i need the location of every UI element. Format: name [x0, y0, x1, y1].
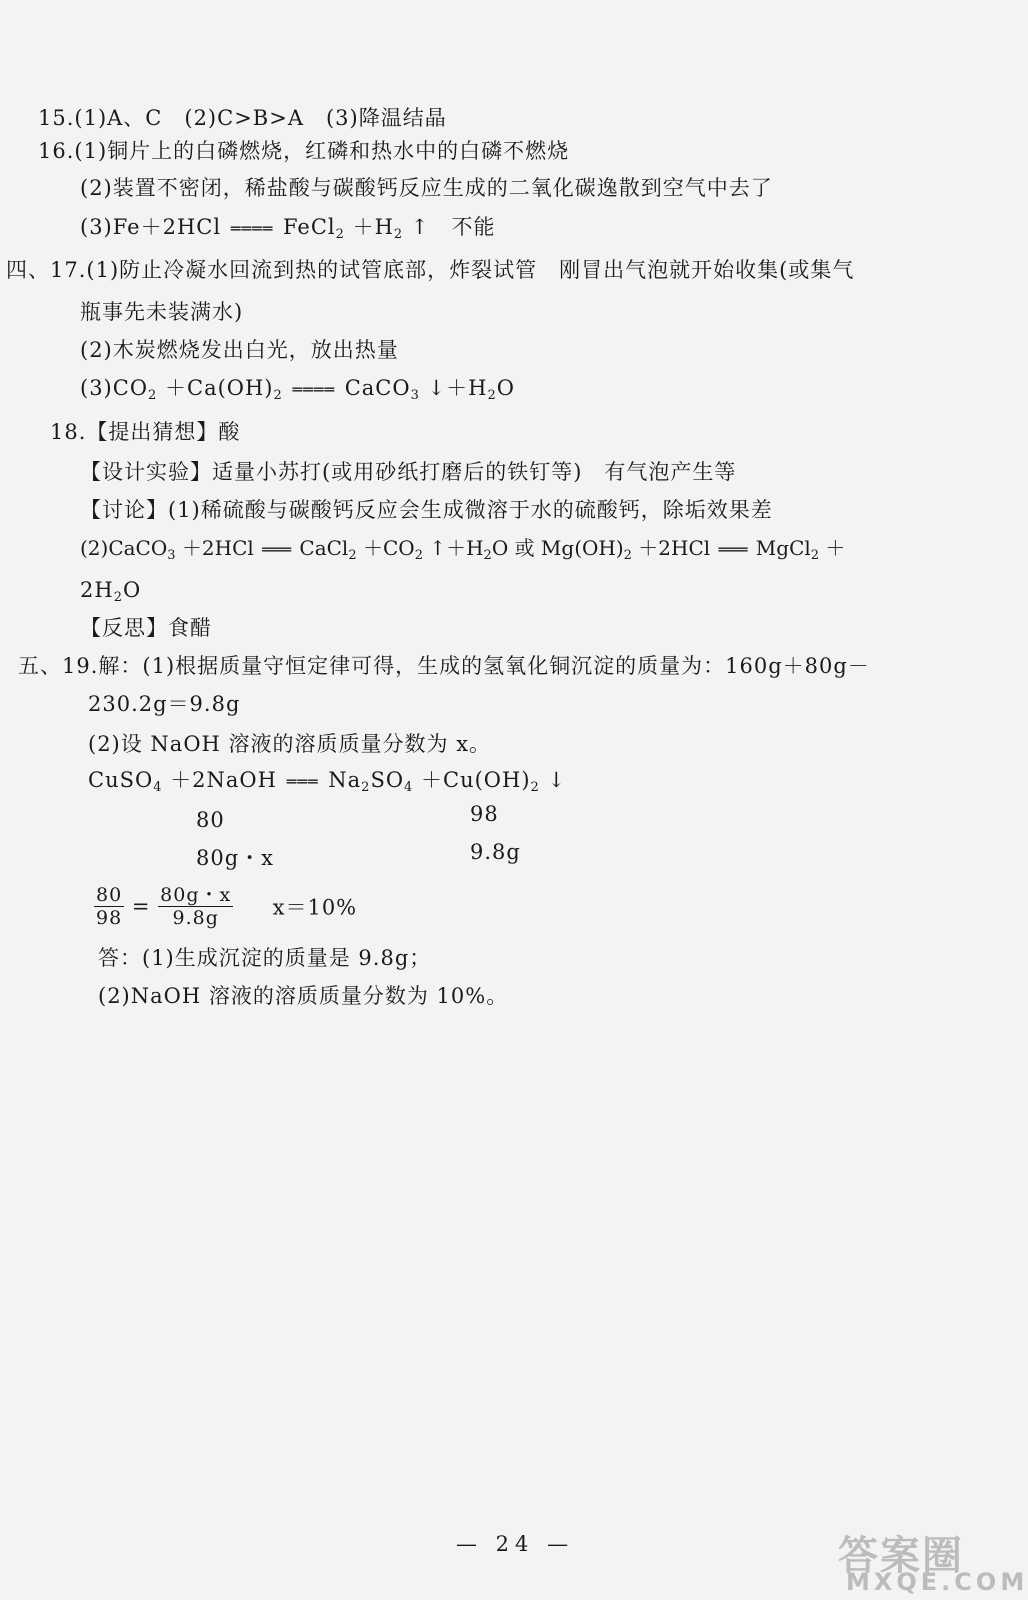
fraction-2-numerator: 80g・x: [160, 884, 232, 906]
answer-17-2: [80, 336, 399, 364]
answer-19-1b-text: 230.2g＝9.8g: [88, 692, 241, 716]
answer-18-1-text: 18.【提出猜想】酸: [50, 420, 241, 444]
answer-18-4-equation: [80, 534, 845, 564]
answer-conclusion-1-text: 答：(1)生成沉淀的质量是 9.8g；: [98, 946, 432, 970]
subscript: 2: [335, 227, 345, 242]
answer-19-3-equation: [88, 766, 566, 796]
eq-text: CuSO: [88, 768, 154, 792]
answer-18-5: [80, 576, 141, 604]
equals-sign: ════: [292, 380, 336, 399]
subscript: 2: [273, 388, 283, 403]
answer-18-1: [50, 418, 240, 446]
watermark-bottom-text: MXQE.COM: [846, 1568, 1028, 1596]
watermark-top-text: 答案圈: [838, 1533, 964, 1579]
eq-text: SO: [370, 768, 405, 792]
mass-naoh-text: 80g・x: [196, 846, 275, 870]
answer-18-2: [80, 458, 736, 486]
eq-text: 2H: [80, 578, 114, 602]
fraction-1-denominator: 98: [96, 907, 123, 929]
subscript: 3: [167, 548, 176, 563]
eq-text: CaCO: [344, 376, 411, 400]
ratio-98-text: 98: [470, 802, 499, 826]
answer-17-1-cont: [80, 298, 243, 326]
eq-text: O 或 Mg(OH): [491, 536, 624, 560]
answer-17-1b-text: 瓶事先未装满水): [80, 300, 244, 324]
mass-cuoh2: [470, 838, 521, 866]
answer-17-1-text: 四、17.(1)防止冷凝水回流到热的试管底部，炸裂试管 刚冒出气泡就开始收集(或集气: [6, 258, 855, 282]
answer-19-1-text: 五、19.解：(1)根据质量守恒定律可得，生成的氢氧化铜沉淀的质量为：160g＋80g－: [18, 654, 870, 678]
answer-19-1-cont: [88, 690, 240, 718]
subscript: 4: [153, 780, 163, 795]
answer-16-2: [80, 174, 773, 202]
subscript: 2: [148, 388, 158, 403]
answer-conclusion-2: [98, 982, 508, 1010]
subscript: 2: [113, 590, 123, 605]
equals-text: =: [131, 894, 151, 919]
mass-cuoh2-text: 9.8g: [470, 840, 521, 864]
subscript: 2: [361, 780, 371, 795]
equals-sign: ═══: [262, 540, 292, 559]
eq-text: CaCl: [299, 536, 349, 560]
answer-conclusion-1: [98, 944, 431, 972]
answer-18-3: [80, 496, 773, 524]
subscript: 2: [348, 548, 357, 563]
answer-16-3-equation: [80, 213, 495, 243]
eq-text: ＋2HCl: [181, 536, 254, 560]
answer-19-2: [88, 730, 491, 758]
ratio-80-text: 80: [196, 808, 225, 832]
subscript: 2: [483, 548, 492, 563]
eq-text: ＋: [825, 536, 846, 560]
answer-conclusion-2-text: (2)NaOH 溶液的溶质质量分数为 10%。: [98, 984, 509, 1008]
eq-text: ↓＋H: [427, 376, 488, 400]
answer-19-1: [18, 652, 870, 680]
answer-18-3-text: 【讨论】(1)稀硫酸与碳酸钙反应会生成微溶于水的硫酸钙，除垢效果差: [80, 498, 773, 522]
subscript: 2: [487, 388, 497, 403]
mass-naoh: [196, 844, 274, 872]
eq-text: O: [496, 376, 515, 400]
fraction-2: [158, 884, 233, 929]
subscript: 2: [530, 780, 540, 795]
eq-text: ↓: [547, 768, 567, 792]
fraction-2-denominator: 9.8g: [172, 907, 219, 929]
answer-19-2-text: (2)设 NaOH 溶液的溶质质量分数为 x。: [88, 732, 492, 756]
subscript: 2: [810, 548, 820, 563]
answer-16-1-text: 16.(1)铜片上的白磷燃烧，红磷和热水中的白磷不燃烧: [38, 139, 570, 163]
answer-18-6: [80, 614, 212, 642]
subscript: 4: [404, 780, 414, 795]
equals-sign: ════: [230, 219, 274, 238]
eq-text: (2)CaCO: [80, 536, 168, 560]
eq-text: MgCl: [755, 536, 811, 560]
subscript: 2: [393, 227, 404, 242]
answer-17-2-text: (2)木炭燃烧发出白光，放出热量: [80, 338, 399, 362]
answer-16-2-text: (2)装置不密闭，稀盐酸与碳酸钙反应生成的二氧化碳逸散到空气中去了: [80, 176, 773, 200]
eq-text: ↑＋H: [429, 536, 484, 560]
ratio-80: [196, 806, 225, 834]
eq-text: ↑ 不能: [410, 215, 496, 239]
eq-text: ＋2NaOH: [170, 768, 277, 792]
subscript: 2: [414, 548, 423, 563]
eq-text: ＋H: [352, 215, 394, 239]
eq-text: Na: [328, 768, 362, 792]
answer-17-1: [6, 256, 854, 284]
eq-text: ＋Cu(OH): [421, 768, 531, 792]
fraction-1: [94, 884, 124, 929]
eq-text: (3)CO: [80, 376, 149, 400]
equals-sign: ═══: [286, 772, 319, 791]
watermark-logo: [828, 1524, 1028, 1596]
subscript: 3: [410, 388, 420, 403]
eq-text: ＋CO: [362, 536, 415, 560]
proportion-equation: [94, 884, 357, 929]
answer-15-text: 15.(1)A、C (2)C>B>A (3)降温结晶: [38, 106, 447, 130]
eq-text: FeCl: [282, 215, 336, 239]
answer-18-6-text: 【反思】食醋: [80, 616, 212, 640]
page-number: — 24 —: [456, 1532, 575, 1556]
eq-text: ＋Ca(OH): [165, 376, 274, 400]
answer-15: [38, 104, 447, 132]
answer-17-3-equation: [80, 374, 515, 404]
eq-text: (3)Fe＋2HCl: [80, 215, 222, 239]
equals-sign: ═══: [718, 540, 748, 559]
ratio-98: [470, 800, 499, 828]
answer-18-2-text: 【设计实验】适量小苏打(或用砂纸打磨后的铁钉等) 有气泡产生等: [80, 460, 737, 484]
eq-text: ＋2HCl: [638, 536, 711, 560]
fraction-1-numerator: 80: [96, 884, 123, 906]
answer-16-1: [38, 137, 569, 165]
result-x: x＝10%: [272, 895, 358, 920]
subscript: 2: [623, 548, 632, 563]
eq-text: O: [122, 578, 142, 602]
